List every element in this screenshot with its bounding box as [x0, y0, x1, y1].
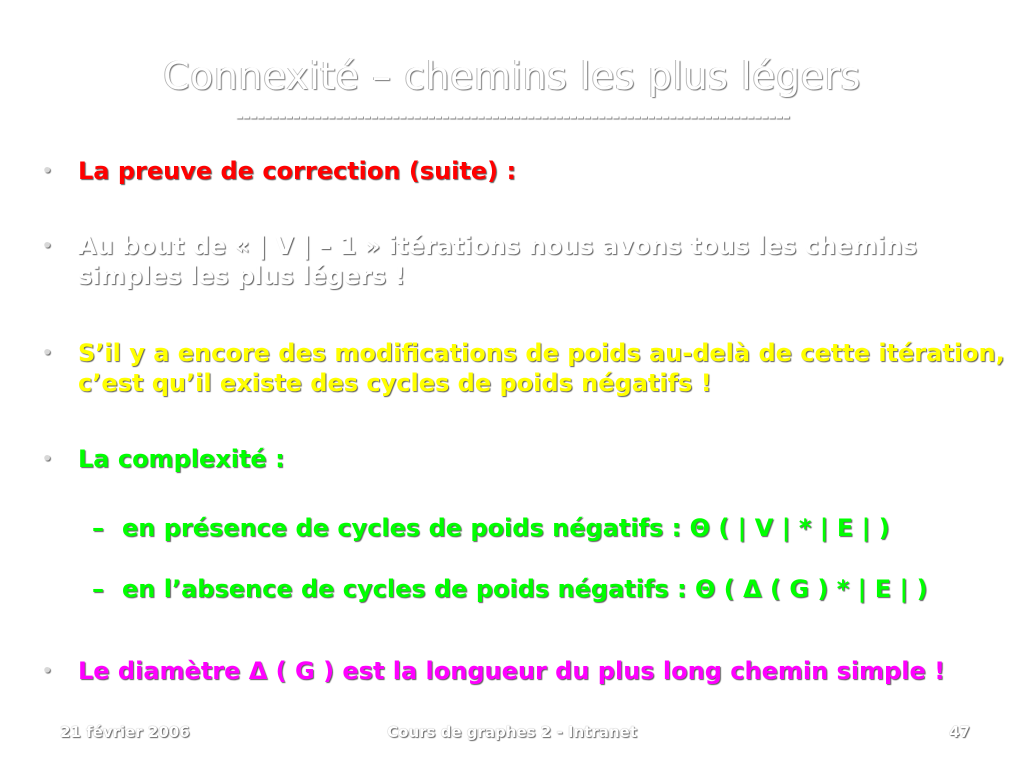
- bullet-text: Le diamètre Δ ( G ) est la longueur du plus long chemin simple !: [78, 657, 946, 685]
- footer-date: 21 février 2006: [60, 723, 190, 741]
- title-underline: ------------------------------------------------------------------------------: [235, 104, 789, 128]
- sub-bullet-marker: –: [92, 575, 104, 603]
- bullet-text: La complexité :: [78, 445, 285, 473]
- bullet-marker: •: [42, 449, 53, 468]
- bullet-marker: •: [42, 661, 53, 680]
- bullet-text: Au bout de « | V | – 1 » itérations nous avons tous les chemins simples les plus légers !: [78, 232, 918, 290]
- sub-bullet-text: en l’absence de cycles de poids négatifs : Θ ( Δ ( G ) * | E | ): [122, 575, 928, 603]
- slide-title: Connexité – chemins les plus légers: [163, 54, 861, 98]
- bullet-marker: •: [42, 161, 53, 180]
- sub-bullet-text: en présence de cycles de poids négatifs : Θ ( | V | * | E | ): [122, 514, 890, 542]
- footer-page-number: 47: [949, 723, 970, 741]
- bullet-marker: •: [42, 343, 53, 362]
- sub-bullet-marker: –: [92, 514, 104, 542]
- bullet-text: La preuve de correction (suite) :: [78, 157, 517, 185]
- footer-course-title: Cours de graphes 2 - Intranet: [387, 723, 637, 741]
- bullet-text: S’il y a encore des modifications de poids au-delà de cette itération, c’est qu’il existe des cycles de poids négatifs !: [78, 339, 1005, 397]
- bullet-marker: •: [42, 236, 53, 255]
